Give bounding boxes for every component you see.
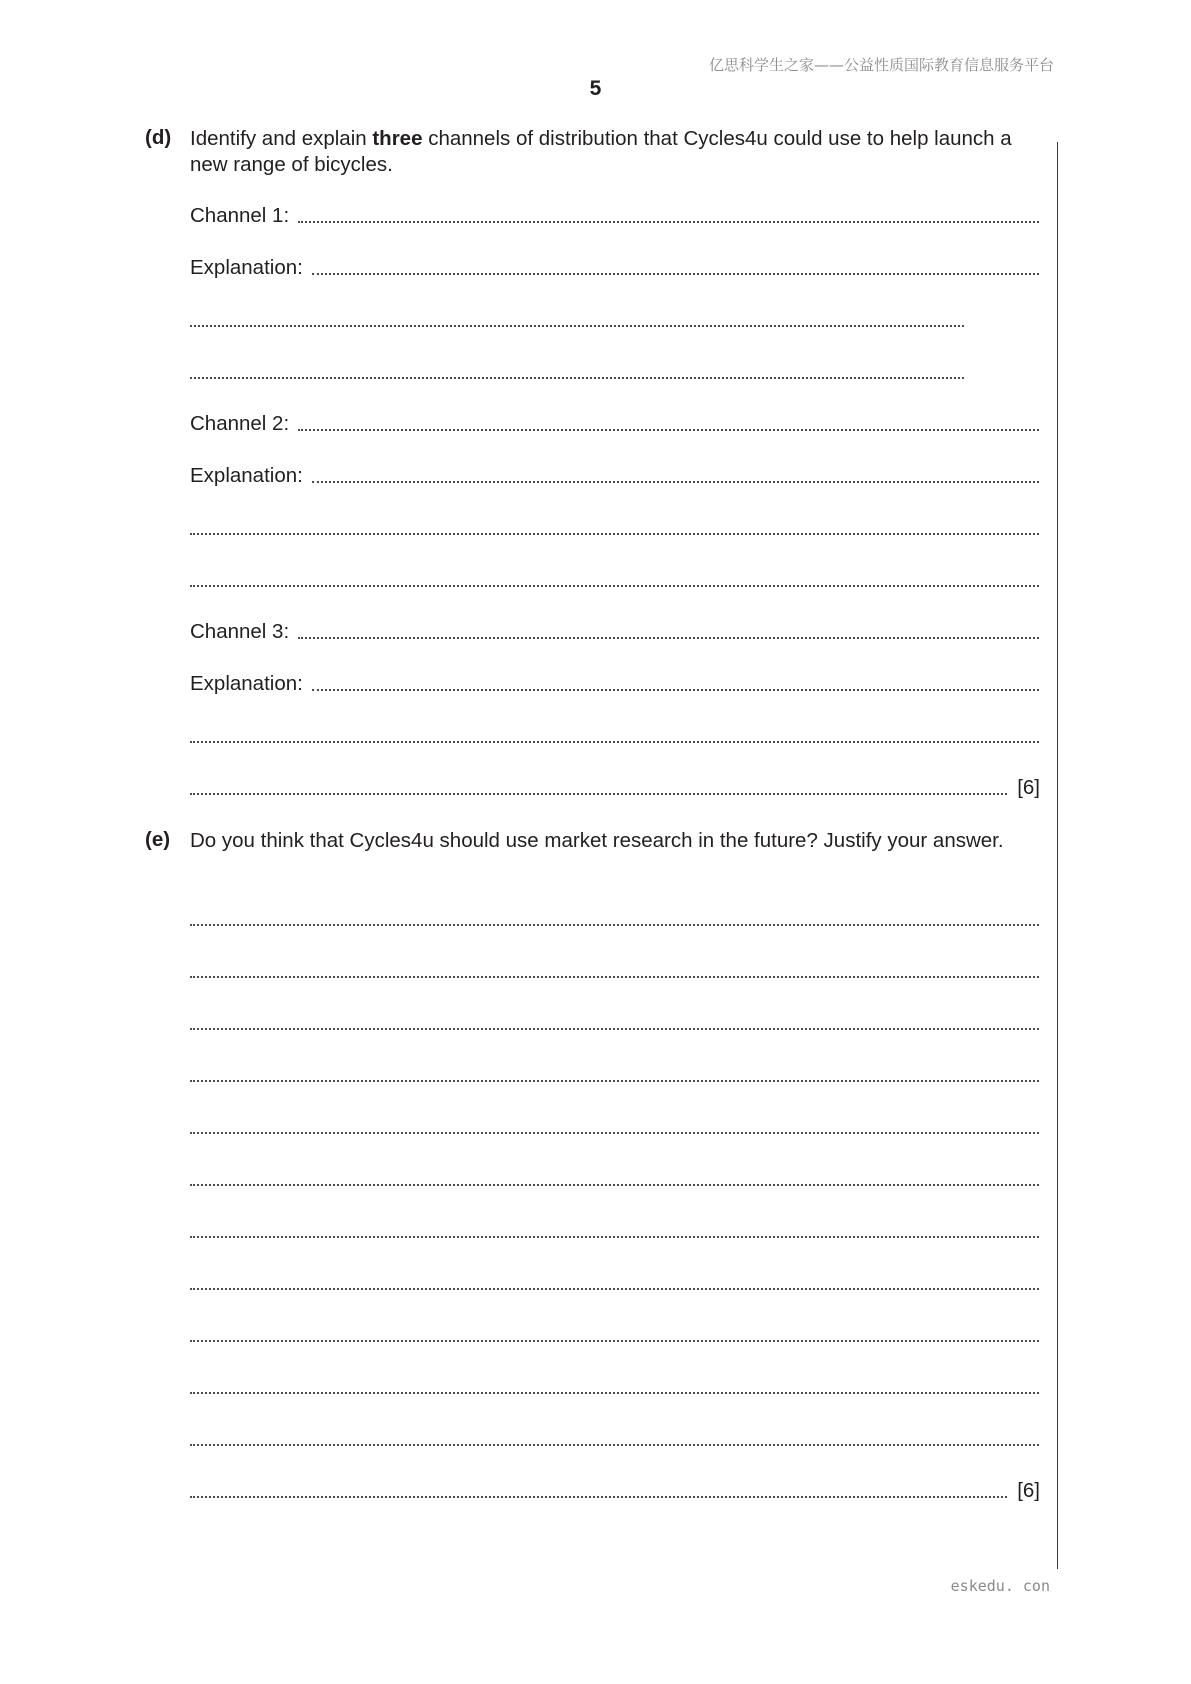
answer-line[interactable] [190,1007,1039,1035]
answer-line[interactable] [190,356,964,384]
answer-line[interactable] [190,1267,1039,1295]
answer-line[interactable] [190,1163,1039,1191]
footer-site-mark: eskedu. con [950,1577,1050,1595]
question-d-text [190,126,1040,178]
channel-3-label: Channel 3: [190,620,290,643]
channel-3-explanation-label: Explanation: [190,672,303,695]
channel-2-explanation-label: Explanation: [190,464,303,487]
channel-1-answer-line[interactable] [190,200,1039,228]
answer-line[interactable] [190,903,1039,931]
answer-line[interactable] [190,1319,1039,1347]
answer-line[interactable] [190,1371,1039,1399]
answer-line-final[interactable] [190,772,1040,800]
channel-2-answer-line[interactable] [190,408,1039,436]
question-d-marks: [6] [1017,776,1040,799]
answer-line[interactable] [190,1423,1039,1451]
question-d-text-start: Identify and explain [190,127,373,150]
answer-line[interactable] [190,512,1039,540]
answer-line[interactable] [190,564,1039,592]
answer-line[interactable] [190,720,1039,748]
answer-line[interactable] [190,304,964,332]
question-d-text-bold: three [372,127,423,150]
page-number: 5 [589,77,602,100]
question-e-label: (e) [145,828,171,851]
answer-line[interactable] [190,1111,1039,1139]
margin-rule [1057,142,1058,1569]
answer-line[interactable] [190,1059,1039,1087]
channel-2-label: Channel 2: [190,412,290,435]
channel-1-explanation-label: Explanation: [190,256,303,279]
answer-line-final[interactable] [190,1475,1040,1503]
channel-3-answer-line[interactable] [190,616,1039,644]
question-e-marks: [6] [1017,1479,1040,1502]
header-watermark: 亿思科学生之家——公益性质国际教育信息服务平台 [708,56,1054,74]
channel-1-label: Channel 1: [190,204,290,227]
channel-2-explanation-line[interactable] [190,460,1039,488]
answer-line[interactable] [190,955,1039,983]
channel-1-explanation-line[interactable] [190,252,1039,280]
answer-line[interactable] [190,1215,1039,1243]
question-d-label: (d) [145,126,172,149]
question-d-text-end: channels of distribution that Cycles4u could use to help launch a new range of bicycles. [190,127,1012,176]
question-e-text: Do you think that Cycles4u should use market research in the future? Justify your answer. [190,829,1004,852]
channel-3-explanation-line[interactable] [190,668,1039,696]
